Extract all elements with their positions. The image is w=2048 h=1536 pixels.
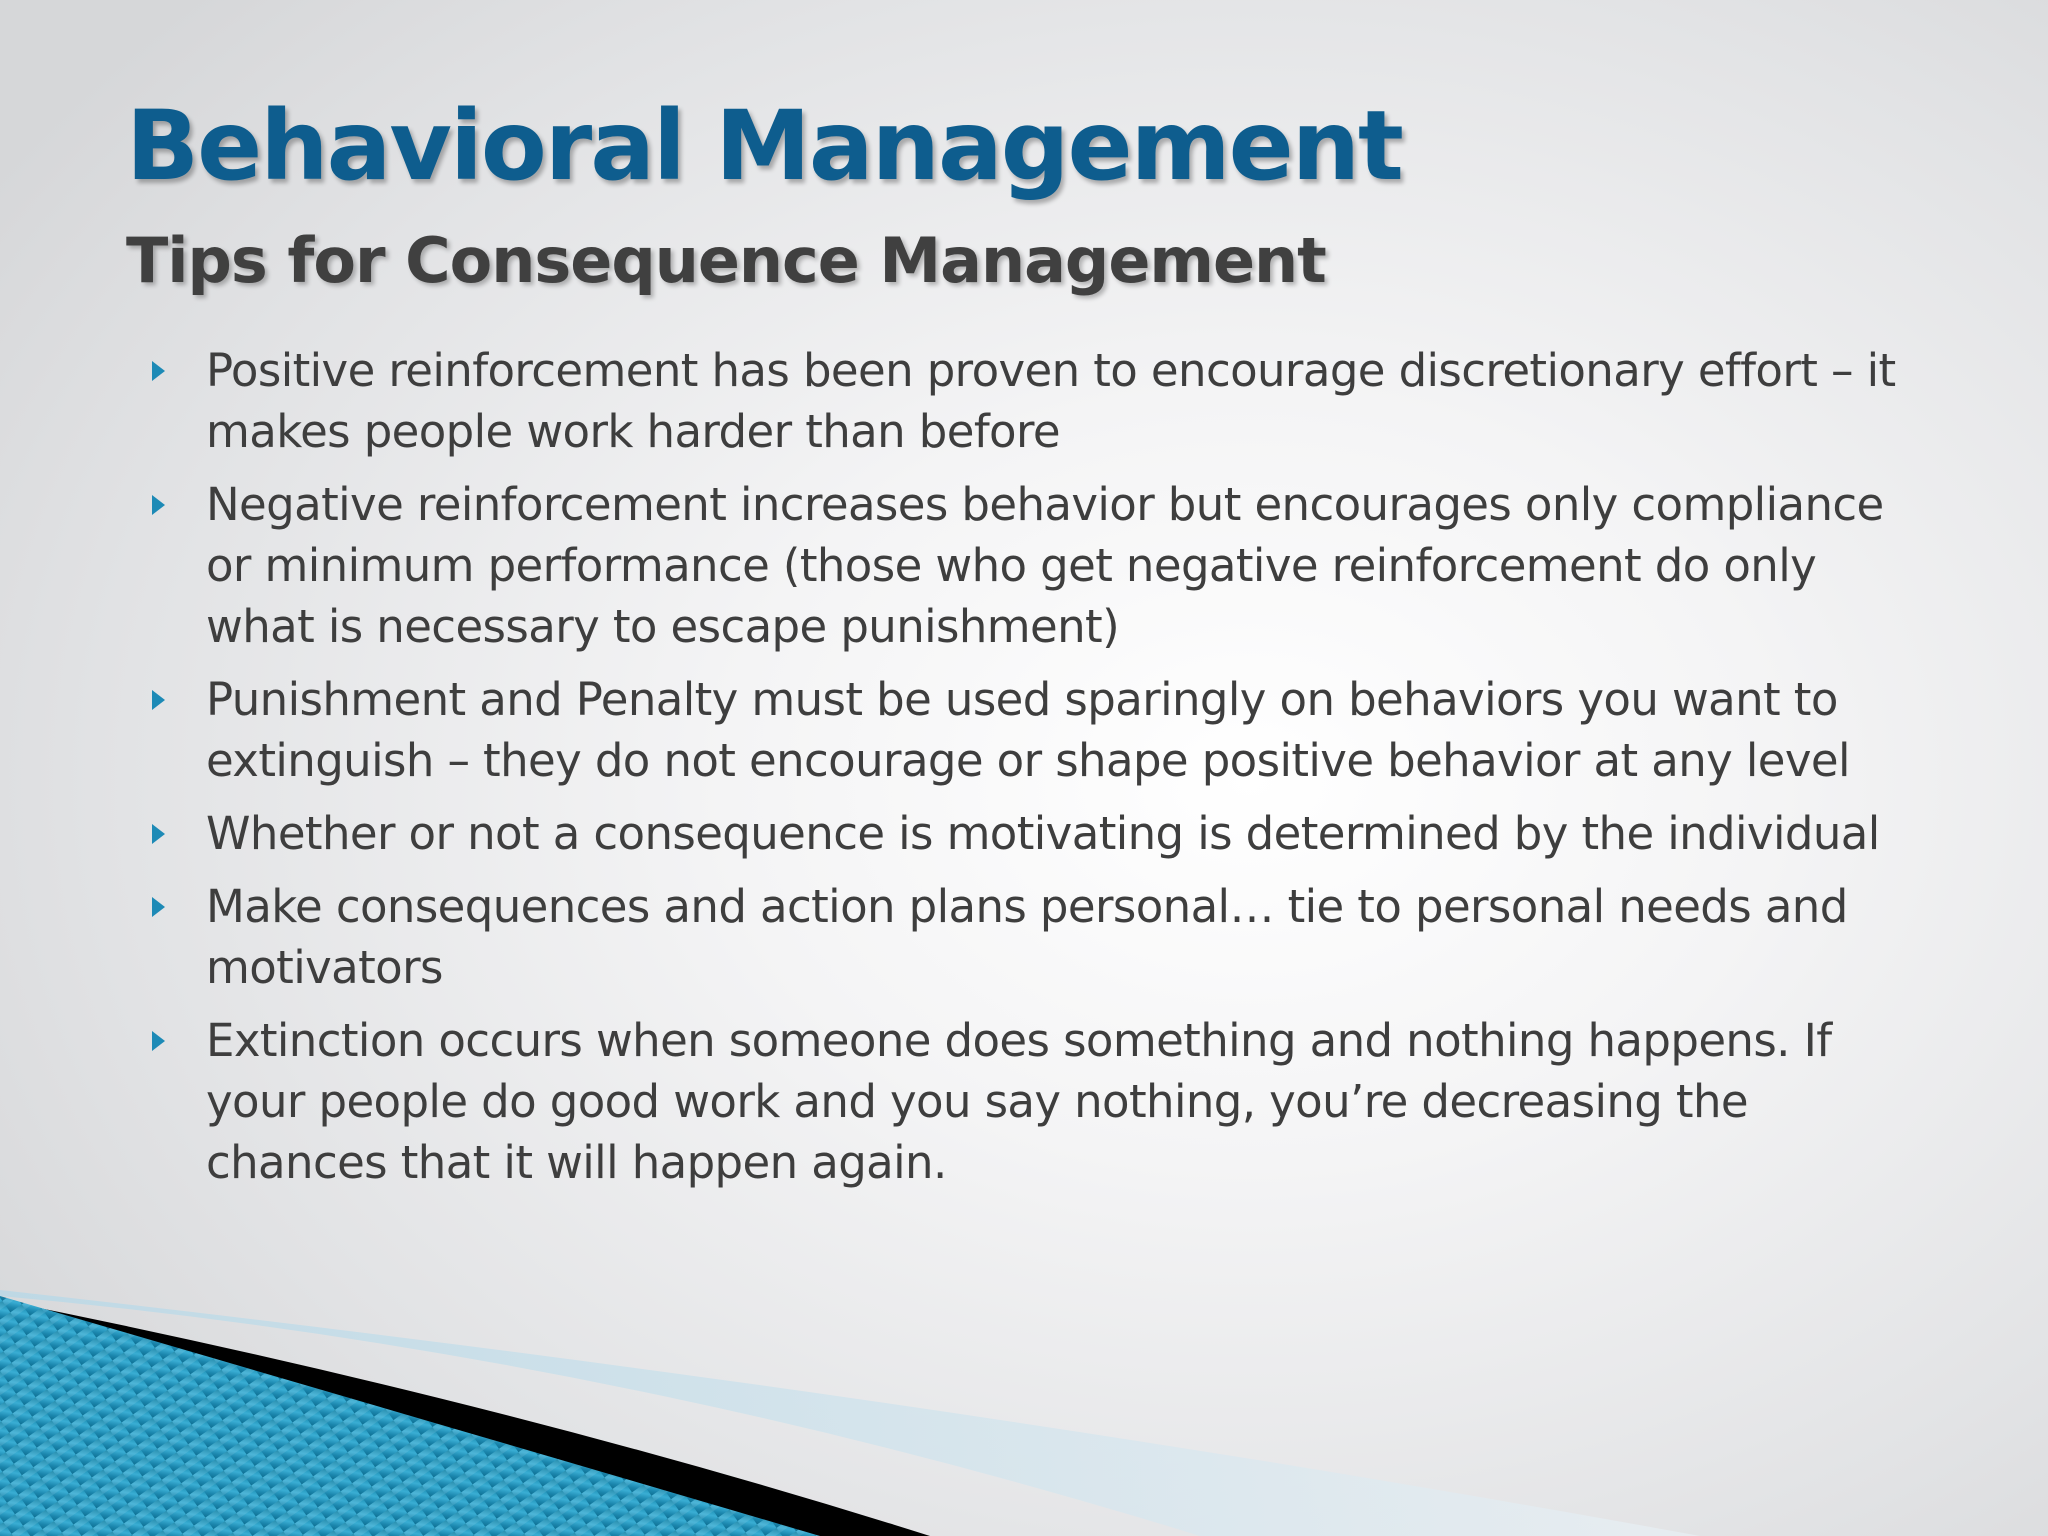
- bullet-item: [146, 340, 1936, 462]
- swoosh-teal-band: [0, 1296, 820, 1536]
- triangle-right-icon: [152, 824, 165, 844]
- triangle-right-icon: [152, 495, 165, 515]
- bullet-text: Make consequences and action plans personal… tie to personal needs and motivators: [206, 880, 1848, 994]
- bullet-text: Whether or not a consequence is motivating is determined by the individual: [206, 807, 1880, 860]
- bullet-text: Punishment and Penalty must be used sparingly on behaviors you want to extinguish – they do not encourage or shape positive behavior at any level: [206, 673, 1850, 787]
- bullet-text: Positive reinforcement has been proven to encourage discretionary effort – it makes people work harder than before: [206, 344, 1896, 458]
- triangle-right-icon: [152, 361, 165, 381]
- triangle-right-icon: [152, 1031, 165, 1051]
- bullet-item: [146, 1010, 1936, 1193]
- bullet-text: Negative reinforcement increases behavior but encourages only compliance or minimum performance (those who get negative reinforcement do only what is necessary to escape punishment): [206, 478, 1884, 653]
- slide-subtitle: Tips for Consequence Management: [126, 224, 1326, 297]
- bullet-item: [146, 474, 1936, 657]
- slide-title: Behavioral Management: [126, 90, 1402, 202]
- bullet-item: [146, 876, 1936, 998]
- bullet-list: [146, 340, 1936, 1205]
- triangle-right-icon: [152, 897, 165, 917]
- bullet-item: [146, 803, 1936, 864]
- bullet-item: [146, 669, 1936, 791]
- triangle-right-icon: [152, 690, 165, 710]
- bullet-text: Extinction occurs when someone does something and nothing happens. If your people do good work and you say nothing, you’re decreasing the chances that it will happen again.: [206, 1014, 1832, 1189]
- decorative-swoosh: [0, 1200, 2048, 1536]
